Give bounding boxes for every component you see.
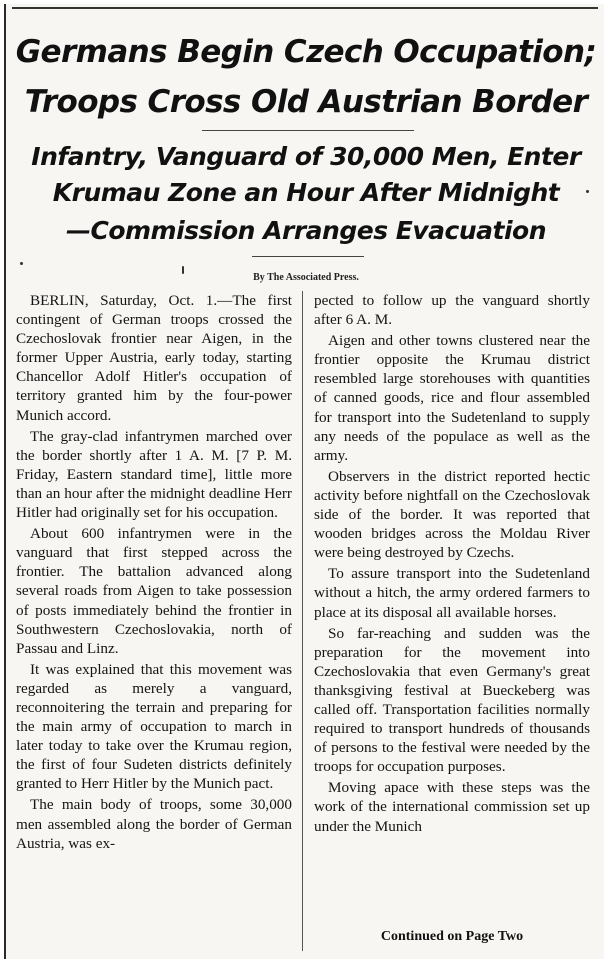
article-column-2	[314, 291, 590, 838]
article-paragraph: So far-reaching and sudden was the preparation for the movement into Czechoslovakia that even Germany's great thanksgiving festival at Bueckeberg was called off. Transportation facilities normally required to transport hundreds of thousands of persons to the festival were needed by the troops for occupation purposes.	[314, 624, 590, 776]
article-paragraph: The main body of troops, some 30,000 men assembled along the border of German Austria, was ex-	[16, 796, 292, 852]
article-column-1	[16, 291, 292, 855]
headline-divider	[202, 130, 414, 131]
article-paragraph: Observers in the district reported hectic activity before nightfall on the Czechoslovak side of the border. It was reported that wooden bridges across the Moldau River were being destroyed by Czechs.	[314, 467, 590, 562]
newspaper-clipping	[4, 4, 604, 959]
article-paragraph: Aigen and other towns clustered near the frontier opposite the Krumau district resembled large storehouses with quantities of canned goods, rice and flour assembled for transport into the Sudetenland to supply any needs of the populace as well as the army.	[314, 332, 590, 464]
article-paragraph: BERLIN, Saturday, Oct. 1.—The first contingent of German troops crossed the Czechoslovak frontier near Aigen, in the former Upper Austria, early today, starting Chancellor Adolf Hitler's occupation of territory granted him by the four-power Munich accord.	[16, 292, 292, 424]
article-paragraph: Moving apace with these steps was the work of the international commission set up under the Munich	[314, 779, 590, 835]
print-speck	[20, 262, 23, 265]
subhead-line-3: —Commission Arranges Evacuation	[65, 216, 547, 245]
article-paragraph: To assure transport into the Sudetenland without a hitch, the army ordered farmers to place at its disposal all available horses.	[314, 565, 590, 621]
article-paragraph-continuation: pected to follow up the vanguard shortly after 6 A. M.	[314, 292, 590, 329]
column-divider	[302, 291, 303, 951]
print-speck	[182, 266, 184, 274]
subhead-line-2: Krumau Zone an Hour After Midnight	[52, 178, 560, 207]
headline-line-1: Germans Begin Czech Occupation;	[15, 34, 597, 70]
article-paragraph: The gray-clad infantrymen marched over the border shortly after 1 A. M. [7 P. M. Friday, Eastern standard time], little more than an hour after the midnight deadline Herr Hitler had originally set for his occupation.	[16, 427, 292, 522]
headline-line-2: Troops Cross Old Austrian Border	[24, 84, 588, 120]
print-speck	[586, 190, 589, 193]
article-paragraph: It was explained that this movement was regarded as merely a vanguard, reconnoitering the terrain and preparing for the main army of occupation to march in later today to take over the Krumau region, the first of four Sudeten districts definitely granted to Herr Hitler by the Munich pact.	[16, 660, 292, 793]
continued-on-page-label: Continued on Page Two	[380, 929, 524, 944]
top-border-rule	[12, 7, 598, 9]
subhead-line-1: Infantry, Vanguard of 30,000 Men, Enter	[31, 142, 581, 171]
byline: By The Associated Press.	[253, 272, 359, 283]
article-paragraph: About 600 infantrymen were in the vanguard that first stepped across the frontier. The battalion advanced along several roads from Aigen to take possession of posts immediately behind the frontier in Southwestern Czechoslovakia, north of Passau and Linz.	[16, 525, 292, 657]
subhead-divider	[252, 256, 364, 257]
